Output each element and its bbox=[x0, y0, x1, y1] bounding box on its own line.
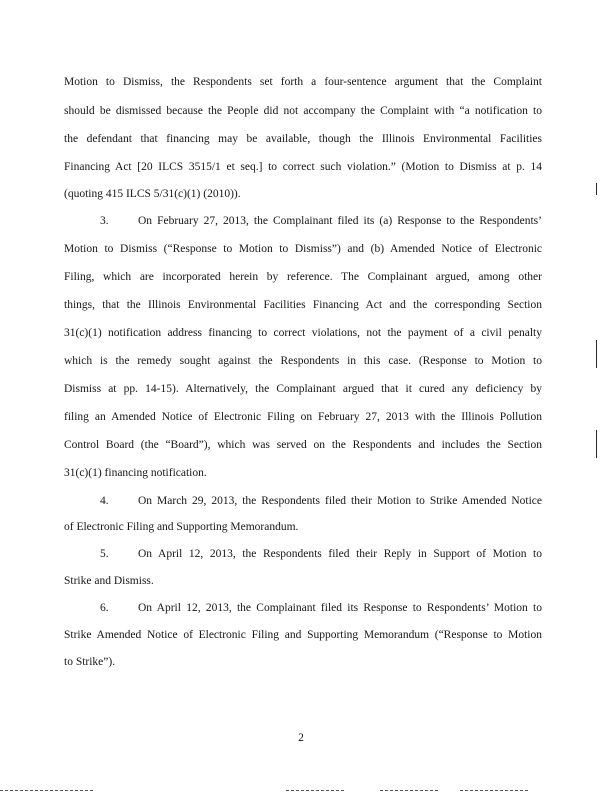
paragraph-4-first-line bbox=[100, 493, 542, 509]
text-line: On February 27, 2013, the Complainant filed its (a) Response to the Respondents’ bbox=[138, 215, 542, 227]
text-line: (quoting 415 ILCS 5/31(c)(1) (2010)). bbox=[64, 188, 241, 200]
text-line: the defendant that financing may be available, though the Illinois Environmental Facilities bbox=[64, 133, 542, 145]
scan-mark bbox=[596, 183, 597, 195]
text-line: 31(c)(1) notification address financing to correct violations, not the payment of a civil penalty bbox=[64, 327, 542, 339]
text-line: of Electronic Filing and Supporting Memorandum. bbox=[64, 521, 299, 533]
text-line: filing an Amended Notice of Electronic Filing on February 27, 2013 with the Illinois Pollution bbox=[64, 411, 542, 423]
text-line: Control Board (the “Board”), which was served on the Respondents and includes the Section bbox=[64, 439, 542, 451]
scan-mark bbox=[596, 430, 597, 458]
paragraph-number: 3. bbox=[100, 215, 109, 227]
text-line: On April 12, 2013, the Complainant filed its Response to Respondents’ Motion to bbox=[138, 602, 542, 614]
text-line: On March 29, 2013, the Respondents filed their Motion to Strike Amended Notice bbox=[138, 495, 542, 507]
paragraph-number: 4. bbox=[100, 495, 109, 507]
paragraph-3-first-line bbox=[100, 213, 542, 229]
text-line: to Strike”). bbox=[64, 656, 116, 668]
paragraph-6-first-line bbox=[100, 600, 542, 616]
text-line: Motion to Dismiss, the Respondents set forth a four-sentence argument that the Complaint bbox=[64, 76, 542, 88]
text-line: Strike Amended Notice of Electronic Filing and Supporting Memorandum (“Response to Motion bbox=[64, 629, 542, 641]
text-line: Filing, which are incorporated herein by reference. The Complainant argued, among other bbox=[64, 271, 542, 283]
scan-artifact-rule bbox=[460, 790, 530, 791]
paragraph-5-first-line bbox=[100, 546, 542, 562]
text-line: Strike and Dismiss. bbox=[64, 575, 154, 587]
paragraph-number: 5. bbox=[100, 548, 109, 560]
scan-mark bbox=[596, 340, 597, 368]
scan-artifact-rule bbox=[286, 790, 346, 791]
paragraph-number: 6. bbox=[100, 602, 109, 614]
text-line: On April 12, 2013, the Respondents filed their Reply in Support of Motion to bbox=[138, 548, 542, 560]
text-line: Financing Act [20 ILCS 3515/1 et seq.] to correct such violation.” (Motion to Dismiss at p. 14 bbox=[64, 161, 542, 173]
text-line: Motion to Dismiss (“Response to Motion to Dismiss”) and (b) Amended Notice of Electronic bbox=[64, 243, 542, 255]
text-line: which is the remedy sought against the Respondents in this case. (Response to Motion to bbox=[64, 355, 542, 367]
scan-artifact-rule bbox=[0, 790, 95, 791]
text-line: Dismiss at pp. 14-15). Alternatively, the Complainant argued that it cured any deficiency by bbox=[64, 383, 542, 395]
text-line: should be dismissed because the People did not accompany the Complaint with “a notification to bbox=[64, 105, 542, 117]
text-line: things, that the Illinois Environmental Facilities Financing Act and the corresponding Section bbox=[64, 299, 542, 311]
text-line: 31(c)(1) financing notification. bbox=[64, 467, 207, 479]
scan-artifact-rule bbox=[380, 790, 440, 791]
page-number: 2 bbox=[298, 732, 304, 744]
